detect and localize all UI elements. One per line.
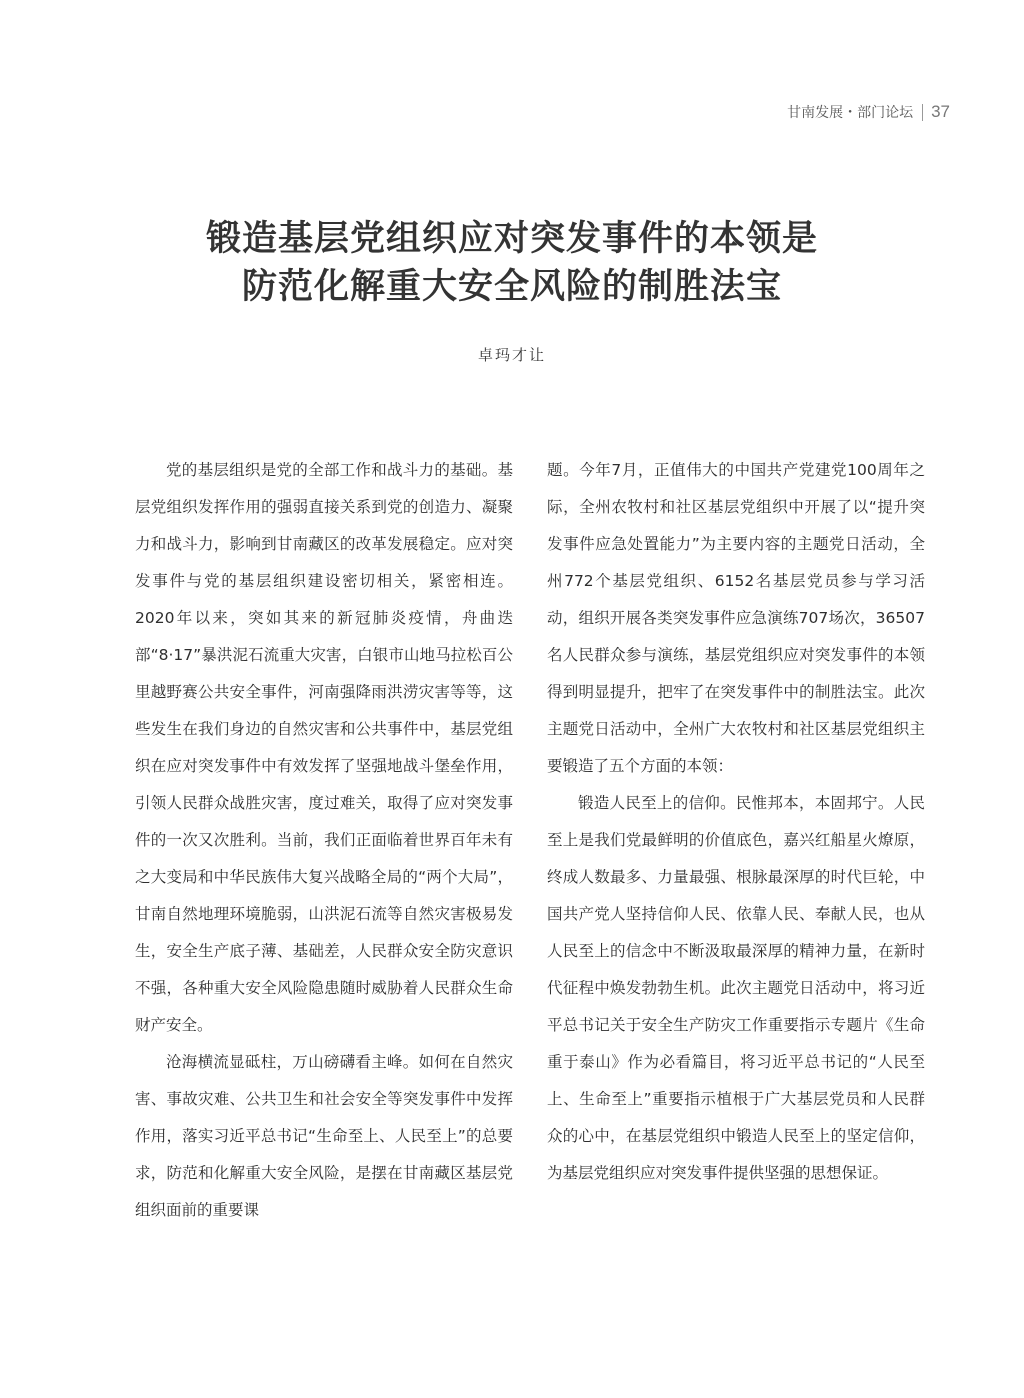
header-divider (922, 104, 923, 121)
author-byline: 卓玛才让 (477, 346, 546, 364)
paragraph-continued: 题。今年7月，正值伟大的中国共产党建党100周年之际，全州农牧村和社区基层党组织中开展了以“提升突发事件应急处置能力”为主要内容的主题党日活动，全州772个基层党组织、6152名基层党员参与学习活动，组织开展各类突发事件应急演练707场次，36507名人民群众参与演练，基层党组织应对突发事件的本领得到明显提升，把牢了在突发事件中的制胜法宝。此次主题党日活动中，全州广大农牧村和社区基层党组织主要锻造了五个方面的本领： (547, 461, 925, 775)
paragraph: 党的基层组织是党的全部工作和战斗力的基础。基层党组织发挥作用的强弱直接关系到党的创造力、凝聚力和战斗力，影响到甘南藏区的改革发展稳定。应对突发事件与党的基层组织建设密切相关，紧密相连。2020年以来，突如其来的新冠肺炎疫情，舟曲迭部“8·17”暴洪泥石流重大灾害，白银市山地马拉松百公里越野赛公共安全事件，河南强降雨洪涝灾害等等，这些发生在我们身边的自然灾害和公共事件中，基层党组织在应对突发事件中有效发挥了坚强地战斗堡垒作用，引领人民群众战胜灾害，度过难关，取得了应对突发事件的一次又次胜利。当前，我们正面临着世界百年未有之大变局和中华民族伟大复兴战略全局的“两个大局”，甘南自然地理环境脆弱，山洪泥石流等自然灾害极易发生，安全生产底子薄、基础差，人民群众安全防灾意识不强，各种重大安全风险隐患随时威胁着人民群众生命财产安全。 (135, 461, 513, 1034)
body-column-left (135, 452, 513, 1229)
article-title (0, 215, 1024, 311)
body-column-right (547, 452, 925, 1192)
paragraph: 沧海横流显砥柱，万山磅礴看主峰。如何在自然灾害、事故灾难、公共卫生和社会安全等突发事件中发挥作用，落实习近平总书记“生命至上、人民至上”的总要求，防范和化解重大安全风险，是摆在甘南藏区基层党组织面前的重要课 (135, 1053, 513, 1219)
title-line-1: 锻造基层党组织应对突发事件的本领是 (205, 218, 818, 259)
title-line-2: 防范化解重大安全风险的制胜法宝 (241, 266, 782, 307)
section-label: 甘南发展・部门论坛 (787, 105, 914, 121)
running-header (787, 101, 950, 123)
paragraph: 锻造人民至上的信仰。民惟邦本，本固邦宁。人民至上是我们党最鲜明的价值底色，嘉兴红船星火燎原，终成人数最多、力量最强、根脉最深厚的时代巨轮，中国共产党人坚持信仰人民、依靠人民、奉献人民，也从人民至上的信念中不断汲取最深厚的精神力量，在新时代征程中焕发勃勃生机。此次主题党日活动中，将习近平总书记关于安全生产防灾工作重要指示专题片《生命重于泰山》作为必看篇目，将习近平总书记的“人民至上、生命至上”重要指示植根于广大基层党员和人民群众的心中，在基层党组织中锻造人民至上的坚定信仰，为基层党组织应对突发事件提供坚强的思想保证。 (547, 794, 925, 1182)
page-number: 37 (931, 102, 950, 121)
